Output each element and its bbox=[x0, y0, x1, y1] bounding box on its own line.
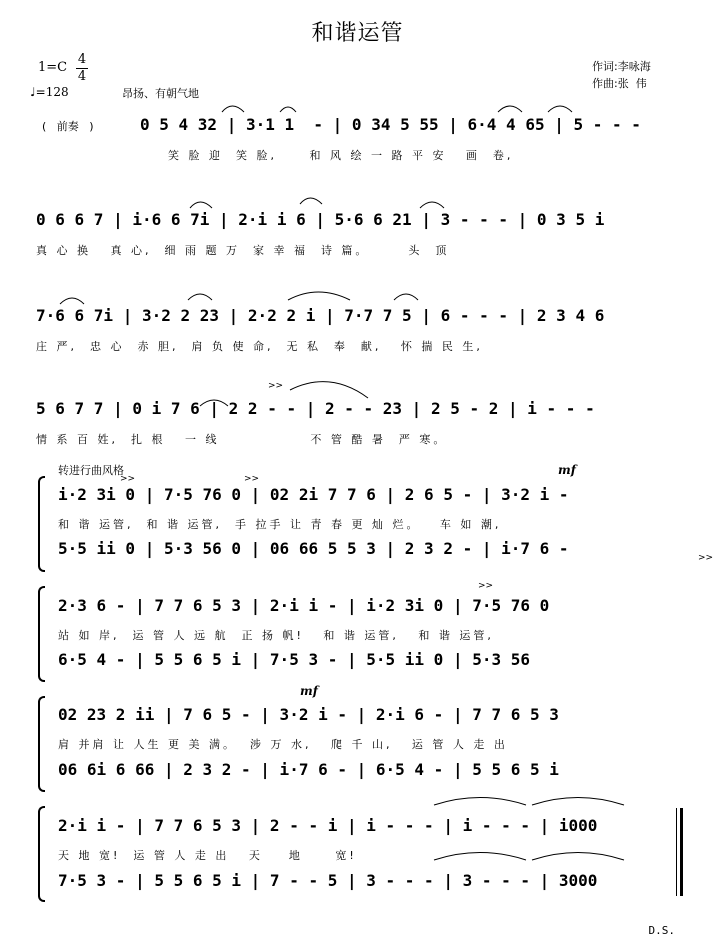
slur-arc bbox=[420, 202, 444, 208]
lyrics-line-3: 庄 严, 忠 心 赤 胆, 肩 负 使 命, 无 私 奉 献, 怀 揣 民 生, bbox=[36, 340, 483, 353]
lyricist: 作词:李咏海 bbox=[592, 60, 651, 73]
notes-system-2-lower: 6·5 4 - | 5 5 6 5 i | 7·5 3 - | 5·5 ii 0 | 5·3 56 bbox=[58, 650, 531, 669]
time-signature-top: 4 bbox=[77, 52, 87, 67]
lyrics-line-2: 真 心 换 真 心, 细 雨 题 万 家 幸 福 诗 篇。 头 顶 bbox=[36, 244, 450, 257]
notes-line-2: 0 6 6 7 | i·6 6 7i | 2·i i 6 | 5·6 6 21 | 3 - - - | 0 3 5 i bbox=[36, 210, 605, 229]
notes-system-1-lower: 5·5 ii 0 | 5·3 56 0 | 06 66 5 5 3 | 2 3 2 - | i·7 6 - bbox=[58, 539, 569, 558]
slur-arc bbox=[548, 106, 572, 112]
accent-marks-line-4: >> bbox=[268, 381, 284, 391]
notes-system-4-upper: 2·i i - | 7 7 6 5 3 | 2 - - i | i - - - | i - - - | i000 bbox=[58, 816, 598, 835]
system-brace-3 bbox=[38, 696, 45, 792]
lyrics-system-4: 天 地 宽! 运 管 人 走 出 天 地 宽! bbox=[58, 849, 357, 862]
composer: 作曲:张 伟 bbox=[592, 77, 647, 90]
slur-arc bbox=[188, 294, 212, 300]
lyrics-line-4: 情 系 百 姓, 扎 根 一 线 不 管 酷 暑 严 寒。 bbox=[36, 433, 448, 446]
key-signature: 1=C bbox=[38, 60, 68, 75]
dynamic-mf-2: mf bbox=[300, 684, 318, 698]
prelude-label: ( 前奏 ) bbox=[42, 120, 94, 133]
slur-arc bbox=[288, 292, 350, 300]
slur-arc bbox=[190, 202, 212, 208]
system-brace-2 bbox=[38, 586, 45, 682]
slur-arc bbox=[498, 106, 522, 112]
slur-arc bbox=[434, 853, 526, 861]
system-brace-1 bbox=[38, 476, 45, 572]
ds-marking: D.S. bbox=[648, 924, 675, 937]
slur-arc bbox=[532, 798, 624, 806]
slur-arc bbox=[60, 298, 84, 304]
notes-system-3-upper: 02 23 2 ii | 7 6 5 - | 3·2 i - | 2·i 6 - | 7 7 6 5 3 bbox=[58, 705, 559, 724]
transition-label: 转进行曲风格 bbox=[58, 464, 124, 477]
slur-arc bbox=[434, 798, 526, 806]
notes-line-1: 0 5 4 32 | 3·1 1 - | 0 34 5 55 | 6·4 4 65 | 5 - - - bbox=[140, 115, 641, 134]
accent-marks-2: >> bbox=[244, 474, 260, 484]
notes-system-4-lower: 7·5 3 - | 5 5 6 5 i | 7 - - 5 | 3 - - - | 3 - - - | 3000 bbox=[58, 871, 598, 890]
final-barline-thin bbox=[676, 808, 677, 896]
slur-arc bbox=[290, 382, 368, 398]
time-signature-bottom: 4 bbox=[77, 69, 87, 84]
system-brace-4 bbox=[38, 806, 45, 902]
accent-marks-1: >> bbox=[120, 474, 136, 484]
notes-system-3-lower: 06 6i 6 66 | 2 3 2 - | i·7 6 - | 6·5 4 - | 5 5 6 5 i bbox=[58, 760, 559, 779]
slur-arc bbox=[280, 107, 296, 112]
page-title: 和谐运管 bbox=[311, 21, 404, 46]
notes-system-1-upper: i·2 3i 0 | 7·5 76 0 | 02 2i 7 7 6 | 2 6 5 - | 3·2 i - bbox=[58, 485, 569, 504]
accent-marks-3: >> bbox=[478, 581, 494, 591]
lyrics-line-1: 笑 脸 迎 笑 脸, 和 风 绘 一 路 平 安 画 卷, bbox=[168, 149, 514, 162]
slur-arc bbox=[532, 853, 624, 861]
accent-marks-margin: >> bbox=[698, 553, 714, 563]
slur-arc bbox=[300, 198, 322, 204]
notes-system-2-upper: 2·3 6 - | 7 7 6 5 3 | 2·i i - | i·2 3i 0 | 7·5 76 0 bbox=[58, 596, 550, 615]
notes-line-3: 7·6 6 7i | 3·2 2 23 | 2·2 2 i | 7·7 7 5 | 6 - - - | 2 3 4 6 bbox=[36, 306, 605, 325]
expression-text: 昂扬、有朝气地 bbox=[122, 87, 199, 100]
slur-arc bbox=[394, 294, 418, 300]
slur-arc bbox=[222, 106, 244, 112]
time-signature bbox=[76, 52, 88, 85]
dynamic-mf-1: mf bbox=[558, 463, 576, 477]
tempo-marking: ♩=128 bbox=[30, 85, 69, 99]
prelude-text: 前奏 bbox=[56, 120, 79, 133]
lyrics-system-1: 和 谐 运管, 和 谐 运管, 手 拉手 让 青 春 更 灿 烂。 车 如 潮, bbox=[58, 518, 502, 531]
lyrics-system-3: 肩 并肩 让 人生 更 美 满。 涉 万 水, 爬 千 山, 运 管 人 走 出 bbox=[58, 738, 508, 751]
notes-line-4: 5 6 7 7 | 0 i 7 6 | 2 2 - - | 2 - - 23 | 2 5 - 2 | i - - - bbox=[36, 399, 595, 418]
final-barline-thick bbox=[680, 808, 683, 896]
lyrics-system-2: 站 如 岸, 运 管 人 远 航 正 扬 帆! 和 谐 运管, 和 谐 运管, bbox=[58, 629, 494, 642]
